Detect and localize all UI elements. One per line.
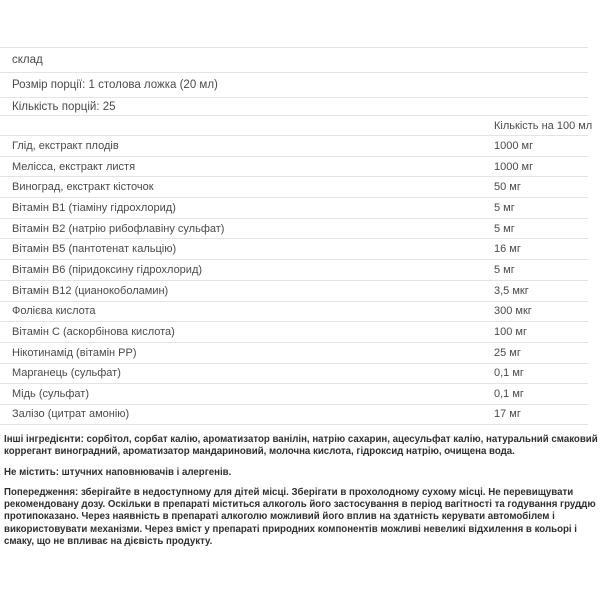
ingredient-amount: 0,1 мг (494, 367, 524, 380)
table-row (0, 218, 588, 239)
ingredient-name: Нікотинамід (вітамін PP) (12, 346, 137, 359)
ingredient-amount: 5 мг (494, 201, 515, 214)
ingredient-amount: 25 мг (494, 346, 521, 359)
servings-count-text: Кількість порцій: 25 (12, 100, 116, 113)
table-row (0, 363, 588, 384)
table-row (0, 342, 588, 363)
ingredient-amount: 300 мкг (494, 305, 532, 318)
ingredient-name: Вітамін B1 (тіаміну гідрохлорид) (12, 201, 176, 214)
table-row (0, 321, 588, 342)
ingredient-amount: 16 мг (494, 243, 521, 256)
table-row (0, 135, 588, 156)
ingredient-name: Залізо (цитрат амонію) (12, 408, 130, 421)
ingredient-amount: 0,1 мг (494, 388, 524, 401)
ingredient-amount: 1000 мг (494, 160, 534, 173)
table-row (0, 404, 588, 425)
table-row (0, 156, 588, 177)
ingredient-name: Вітамін B6 (піридоксину гідрохлорид) (12, 263, 203, 276)
ingredient-amount: 3,5 мкг (494, 284, 529, 297)
table-row (0, 280, 588, 301)
ingredient-amount: 1000 мг (494, 139, 534, 152)
does-not-contain-note: Не містить: штучних наповнювачів і алергенів. (4, 466, 232, 478)
table-row (0, 301, 588, 322)
ingredient-name: Фолієва кислота (12, 305, 96, 318)
ingredient-name: Мелісса, екстракт листя (12, 160, 136, 173)
ingredient-name: Глід, екстракт плодів (12, 139, 119, 152)
ingredient-name: Виноград, екстракт кісточок (12, 181, 154, 194)
serving-size-text: Розмір порції: 1 столова ложка (20 мл) (12, 79, 218, 91)
ingredient-name: Вітамін B2 (натрію рибофлавіну сульфат) (12, 222, 225, 235)
serving-size-row (0, 72, 588, 97)
table-row (0, 238, 588, 259)
ingredient-name: Марганець (сульфат) (12, 367, 121, 380)
ingredient-amount: 5 мг (494, 222, 515, 235)
ingredient-name: Вітамін B5 (пантотенат кальцію) (12, 243, 177, 256)
ingredient-name: Вітамін C (аскорбінова кислота) (12, 326, 175, 339)
ingredient-amount: 5 мг (494, 263, 515, 276)
table-row (0, 176, 588, 197)
table-header-row (0, 115, 593, 135)
section-title: склад (12, 54, 43, 66)
other-ingredients-note: Інші інгредієнти: сорбітол, сорбат калію, ароматизатор ванілін, натрію сахарин, ацесульфат калію, натуральний смаковий коррегант виноградний, ароматизатор мандариновий, молочна кислота, гідроксид натрію, очищена вода. (4, 434, 598, 458)
table-row (0, 383, 588, 404)
composition-table (0, 47, 593, 425)
header-amount-column: Кількість на 100 мл (494, 119, 593, 132)
warning-note: Попередження: зберігайте в недоступному для дітей місці. Зберігати в прохолодному сухому місці. Не перевищувати рекомендовану дозу. Оскільки в препараті міститься алкоголь його застосування в період вагітності та годування груддю протипоказано. Через наявність в препараті алкоголю можливий його вплив на здатність керувати автомобілем і використовувати механізми. Через вміст у препараті природних компонентів можливі невеликі відхилення в кольорі і смаку, що не впливає на дієвість продукту. (4, 486, 596, 548)
ingredient-amount: 17 мг (494, 408, 521, 421)
table-row (0, 197, 588, 218)
ingredient-name: Вітамін B12 (цианокоболамин) (12, 284, 169, 297)
notes-section (4, 434, 598, 554)
table-row (0, 259, 588, 280)
section-title-row (0, 47, 588, 72)
ingredient-amount: 100 мг (494, 326, 527, 339)
ingredient-amount: 50 мг (494, 181, 521, 194)
servings-count-row (0, 97, 588, 115)
ingredient-name: Мідь (сульфат) (12, 388, 90, 401)
